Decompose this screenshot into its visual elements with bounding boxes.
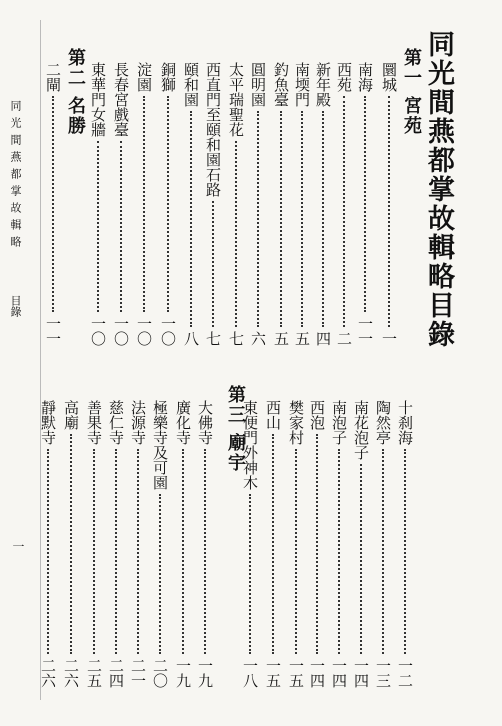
toc-entry-page: 一一 — [44, 316, 62, 346]
dot-leader — [301, 111, 303, 327]
toc-entry-title: 高廟 — [62, 400, 80, 430]
dot-leader — [338, 449, 340, 654]
section-heading: 第一 宮苑 — [401, 48, 422, 137]
toc-entry-page: 一〇 — [135, 316, 153, 346]
toc-entry-page: 一五 — [264, 658, 282, 688]
toc-entry-title: 慈仁寺 — [107, 400, 125, 445]
toc-entry-page: 七 — [204, 331, 222, 346]
toc-entry-title: 廣化寺 — [174, 400, 192, 445]
toc-entry-page: 二六 — [39, 658, 57, 688]
toc-entry-page: 二六 — [62, 658, 80, 688]
dot-leader — [257, 111, 259, 327]
toc-entry-page: 一〇 — [159, 316, 177, 346]
toc-entry-title: 新年殿 — [314, 62, 332, 107]
toc-entry-title: 樊家村 — [287, 400, 305, 445]
dot-leader — [382, 449, 384, 654]
toc-entry-title: 釣魚臺 — [272, 62, 290, 107]
dot-leader — [97, 141, 99, 312]
dot-leader — [343, 96, 345, 327]
toc-entry-title: 善果寺 — [85, 400, 103, 445]
toc-entry-page: 一九 — [196, 658, 214, 688]
page-number: 一 — [11, 540, 25, 552]
toc-entry-title: 銅獅 — [159, 62, 177, 92]
toc-entry-title: 西直門至頤和園石路 — [204, 62, 222, 197]
toc-entry-page: 二五 — [85, 658, 103, 688]
toc-entry-page: 一二 — [396, 658, 414, 688]
toc-entry-title: 圜城 — [380, 62, 398, 92]
dot-leader — [204, 449, 206, 654]
toc-entry-page: 二一 — [129, 658, 147, 688]
toc-entry-page: 一四 — [308, 658, 326, 688]
toc-entry-title: 西山 — [264, 400, 282, 430]
dot-leader — [159, 494, 161, 654]
toc-entry-page: 一九 — [174, 658, 192, 688]
toc-entry-page: 一〇 — [89, 316, 107, 346]
toc-entry-page: 七 — [227, 331, 245, 346]
dot-leader — [212, 201, 214, 327]
dot-leader — [316, 434, 318, 654]
dot-leader — [190, 111, 192, 327]
toc-entry-title: 陶然亭 — [374, 400, 392, 445]
book-title: 同光間燕都掌故輯略目錄 — [423, 30, 454, 349]
toc-entry-page: 二〇 — [151, 658, 169, 688]
toc-entry-title: 南泡子 — [330, 400, 348, 445]
toc-entry-title: 靜默寺 — [39, 400, 57, 445]
dot-leader — [182, 449, 184, 654]
toc-entry-title: 東便門外神木 — [241, 400, 259, 490]
dot-leader — [115, 449, 117, 654]
toc-entry-title: 南堧門 — [293, 62, 311, 107]
dot-leader — [143, 96, 145, 312]
dot-leader — [404, 449, 406, 654]
dot-leader — [167, 96, 169, 312]
side-title: 同光間燕都掌故輯略 — [9, 100, 22, 253]
toc-entry-page: 一五 — [287, 658, 305, 688]
toc-entry-page: 一八 — [241, 658, 259, 688]
dot-leader — [249, 494, 251, 654]
margin-rule — [40, 20, 41, 700]
dot-leader — [364, 96, 366, 312]
dot-leader — [235, 141, 237, 327]
toc-entry-page: 五 — [293, 331, 311, 346]
dot-leader — [295, 449, 297, 654]
dot-leader — [137, 449, 139, 654]
side-section: 目錄 — [9, 295, 22, 317]
toc-entry-title: 法源寺 — [129, 400, 147, 445]
toc-entry-page: 一 — [380, 331, 398, 346]
toc-entry-page: 一四 — [352, 658, 370, 688]
toc-entry-title: 長春宮戲臺 — [112, 62, 130, 137]
toc-entry-title: 東華門女牆 — [89, 62, 107, 137]
dot-leader — [52, 96, 54, 312]
toc-entry-title: 南海 — [356, 62, 374, 92]
toc-entry-title: 極樂寺及可園 — [151, 400, 169, 490]
dot-leader — [47, 449, 49, 654]
toc-entry-page: 一三 — [374, 658, 392, 688]
dot-leader — [388, 96, 390, 327]
dot-leader — [280, 111, 282, 327]
toc-entry-page: 四 — [314, 331, 332, 346]
section-heading: 第二 名勝 — [65, 48, 86, 137]
dot-leader — [120, 141, 122, 312]
toc-entry-title: 淀園 — [135, 62, 153, 92]
toc-entry-page: 二 — [335, 331, 353, 346]
toc-entry-title: 南花泡子 — [352, 400, 370, 460]
dot-leader — [322, 111, 324, 327]
dot-leader — [360, 464, 362, 654]
toc-entry-page: 一四 — [330, 658, 348, 688]
toc-entry-title: 十刹海 — [396, 400, 414, 445]
toc-entry-title: 西苑 — [335, 62, 353, 92]
dot-leader — [93, 449, 95, 654]
toc-entry-page: 六 — [249, 331, 267, 346]
toc-entry-page: 五 — [272, 331, 290, 346]
toc-entry-title: 圓明園 — [249, 62, 267, 107]
toc-entry-page: 二四 — [107, 658, 125, 688]
toc-entry-title: 太平瑞聖花 — [227, 62, 245, 137]
toc-entry-title: 大佛寺 — [196, 400, 214, 445]
dot-leader — [272, 434, 274, 654]
dot-leader — [70, 434, 72, 654]
toc-entry-page: 一一 — [356, 316, 374, 346]
toc-entry-page: 一〇 — [112, 316, 130, 346]
toc-entry-page: 八 — [182, 331, 200, 346]
toc-entry-title: 頤和園 — [182, 62, 200, 107]
section-heading: 第三 廟宇 — [225, 385, 246, 474]
toc-entry-title: 西泡 — [308, 400, 326, 430]
toc-entry-title: 二閘 — [44, 62, 62, 92]
